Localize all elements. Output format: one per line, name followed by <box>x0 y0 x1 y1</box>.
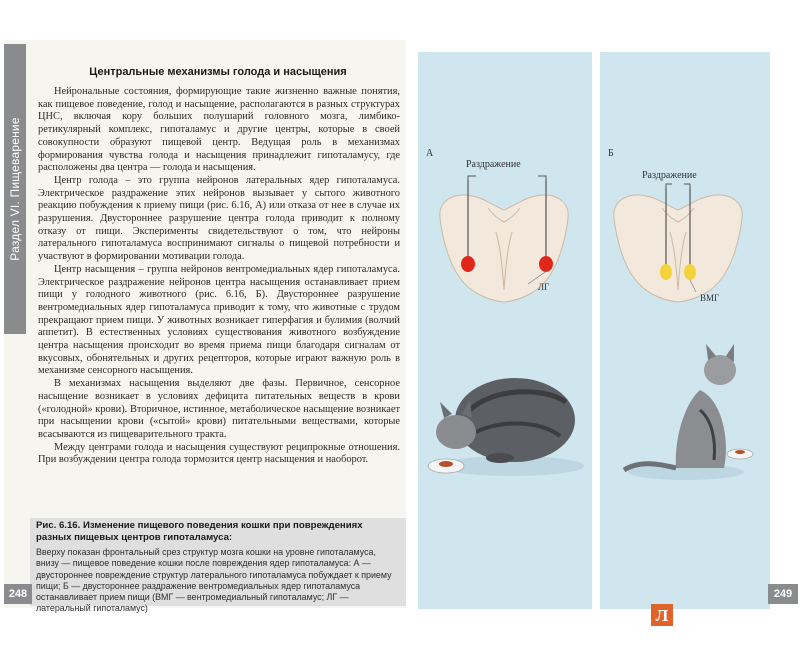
paragraph: Центр голода – это группа нейронов латеральных ядер гипоталамуса. Электрическое раздражение этих нейронов вызывает у сытого животного реакцию побуждения к приему пищи (рис. 6.16, А) или отказа от нее в случае их разрушения. Двустороннее разрушение центра голода приводит к полному отказу от пищи. Эксперименты свидетельствуют о том, что нейроны латерального гипоталамуса воспринимают сигналы о пищевой потребности и участвуют в формировании мотивации голода. <box>38 174 400 263</box>
panel-a-stim-label: Раздражение <box>466 159 521 170</box>
panel-b-area-label: ВМГ <box>700 293 720 303</box>
page-number-right: 249 <box>768 584 798 604</box>
paragraph: Нейрональные состояния, формирующие такие жизненно важные понятия, как пищевое поведение, голод и насыщение, располагаются в разных структурах ЦНС, включая кору больших полушарий головного мозга, лимбико-ретикулярный комплекс, гипоталамус и другие центры, которые в своей совокупности образуют пищевой центр. Ведущая роль в механизмах формирования чувства голода и насыщения принадлежит гипоталамусу, где расположены два центра — голода и насыщения. <box>38 86 400 174</box>
cat-sitting-illustration <box>624 344 753 480</box>
section-tab-label: Раздел VI. Пищеварение <box>8 117 22 261</box>
nucleus-mark <box>660 264 672 280</box>
paragraph: Центр насыщения – группа нейронов вентромедиальных ядер гипоталамуса. Электрическое раздражение нейронов центра насыщения останавливает прием пищи у голодного животного (рис. 6.16, Б). Двустороннее разрушение вентромедиальных ядер гипоталамуса приводит к тому, что животные с трудом прекращают прием пищи. У животных возникает гиперфагия и булимия (волчий аппетит). В естественных условиях существования животного возбуждение центра насыщения происходит во время приема пищи благодаря сигналам от вкусовых, обонятельных и других рецепторов, которые играют важную роль в механизме сенсорного насыщения. <box>38 263 400 377</box>
caption-text: Вверху показан фронтальный срез структур мозга кошки на уровне гипоталамуса, внизу — пищевое поведение кошки после повреждения ядер гипоталамуса: А — двустороннее повреждение структур латерального гипоталамуса побуждает к приему пищи; Б — двустороннее раздражение вентромедиальных ядер гипоталамуса останавливает прием пищи (ВМГ — вентромедиальный гипоталамус; ЛГ — латеральный гипоталамус) <box>36 547 392 614</box>
page-number-left: 248 <box>4 584 32 604</box>
lesion-mark <box>539 256 553 272</box>
panel-b-letter: Б <box>608 148 614 159</box>
panel-a-area-label: ЛГ <box>538 282 550 292</box>
paragraph: Между центрами голода и насыщения существуют реципрокные отношения. При возбуждении центра голода тормозится центр насыщения и наоборот. <box>38 441 400 466</box>
page-title: Центральные механизмы голода и насыщения <box>89 66 347 78</box>
panel-b-stim-label: Раздражение <box>642 170 697 181</box>
caption-title: Рис. 6.16. Изменение пищевого поведения кошки при повреждениях разных пищевых центров гипоталамуса: <box>36 520 363 543</box>
brain-section-b <box>614 184 742 302</box>
nucleus-mark <box>684 264 696 280</box>
lesion-mark <box>461 256 475 272</box>
publisher-logo: Л <box>651 604 673 626</box>
paragraph: В механизмах насыщения выделяют две фазы. Первичное, сенсорное насыщение возникает в условиях дефицита питательных веществ в крови («голодной» крови). Вторичное, истинное, метаболическое насыщение возникает при насыщении крови («сытой» крови) питательными веществами, которые всасываются из пищеварительного тракта. <box>38 378 400 440</box>
panel-a-letter: А <box>426 148 434 159</box>
cat-eating-illustration <box>428 378 584 476</box>
